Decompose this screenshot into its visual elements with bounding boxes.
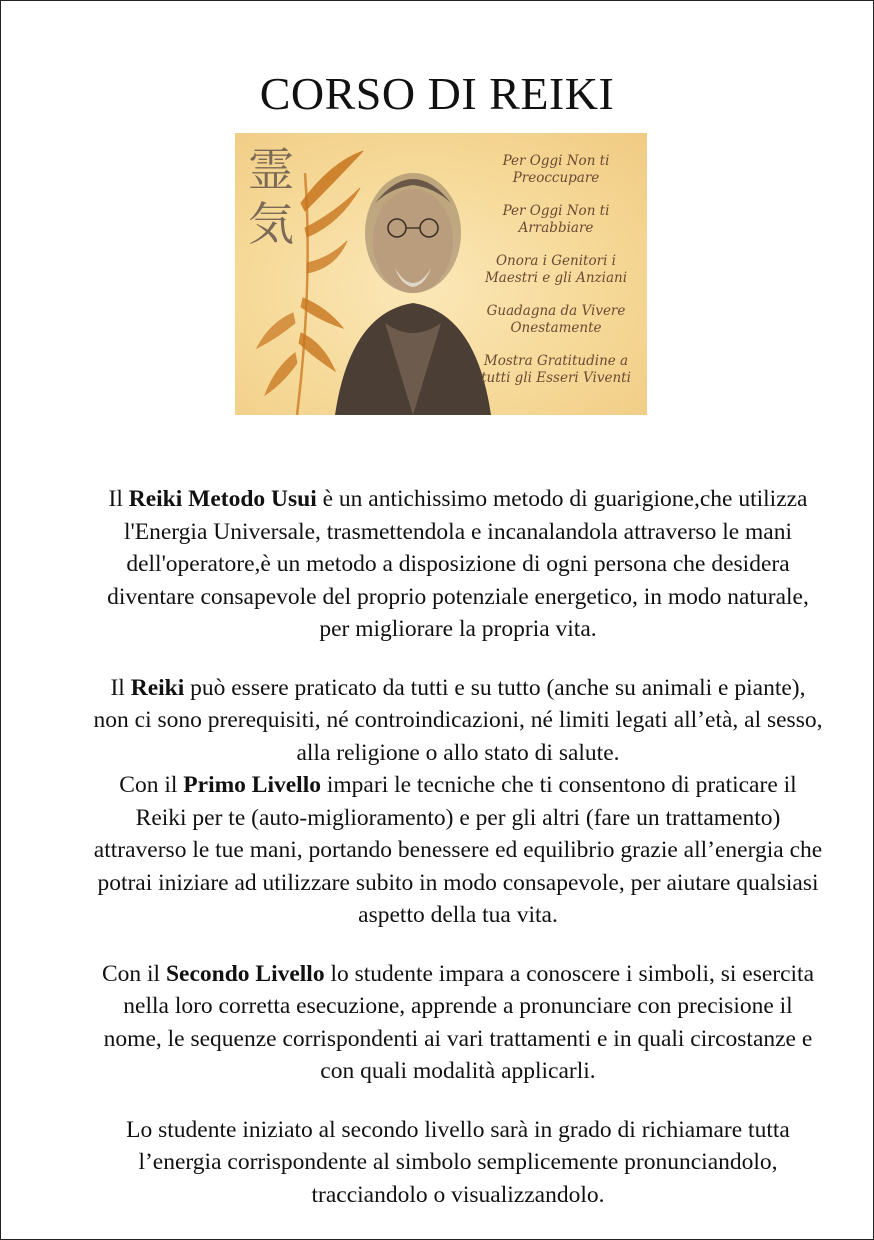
paragraph-second-level: Con il Secondo Livello lo studente impara a conoscere i simboli, si esercita nella loro corretta esecuzione, apprende a pronunciare con precisione il nome, le sequenze corrispondenti ai vari trattamenti e in quali circostanze e con quali modalità applicarli. <box>101 960 815 1084</box>
precept-item: Per Oggi Non ti Arrabbiare <box>502 203 610 236</box>
kanji-ki: 気 <box>248 197 294 251</box>
paragraph-reiki-for-all: Il Reiki può essere praticato da tutti e su tutto (anche su animali e piante), non ci sono prerequisiti, né controindicazioni, né limiti legati all’età, al sesso, alla religione o allo stato di salute. <box>93 674 823 766</box>
page-title: CORSO DI REIKI <box>259 67 615 119</box>
precept-item: Onora i Genitori i Maestri e gli Anziani <box>484 253 628 286</box>
kanji-reiki <box>241 143 301 251</box>
paragraph-intro: Il Reiki Metodo Usui è un antichissimo metodo di guarigione,che utilizza l'Energia Universale, trasmettendola e incanalandola attraverso le mani dell'operatore,è un metodo a disposizione di ogni persona che desidera diventare consapevole del proprio potenziale energetico, in modo naturale, per migliorare la propria vita. <box>107 486 809 642</box>
reiki-banner-image <box>235 133 647 415</box>
term-reiki-metodo-usui: Reiki Metodo Usui <box>128 486 317 512</box>
paragraph-second-level-student: Lo studente iniziato al secondo livello sarà in grado di richiamare tutta l’energia corrispondente al simbolo semplicemente pronunciandolo, tracciandolo o visualizzandolo. <box>126 1116 790 1208</box>
precept-item: Guadagna da Vivere Onestamente <box>486 303 626 336</box>
paragraph-first-level: Con il Primo Livello impari le tecniche che ti consentono di praticare il Reiki per te (auto-miglioramento) e per gli altri (fare un trattamento) attraverso le tue mani, portando benessere ed equilibrio grazie all’energia che potrai iniziare ad utilizzare subito in modo consapevole, per aiutare qualsiasi aspetto della tua vita. <box>93 772 823 928</box>
reiki-precepts <box>471 153 641 403</box>
precept-item: Per Oggi Non ti Preoccupare <box>502 153 610 186</box>
main-content <box>92 483 824 1237</box>
precept-item: Mostra Gratitudine a tutti gli Esseri Viventi <box>481 353 631 386</box>
portrait-icon <box>335 173 491 415</box>
term-reiki: Reiki <box>130 674 185 701</box>
term-primo-livello: Primo Livello <box>183 772 321 798</box>
term-secondo-livello: Secondo Livello <box>165 960 325 987</box>
kanji-rei: 霊 <box>248 143 294 197</box>
